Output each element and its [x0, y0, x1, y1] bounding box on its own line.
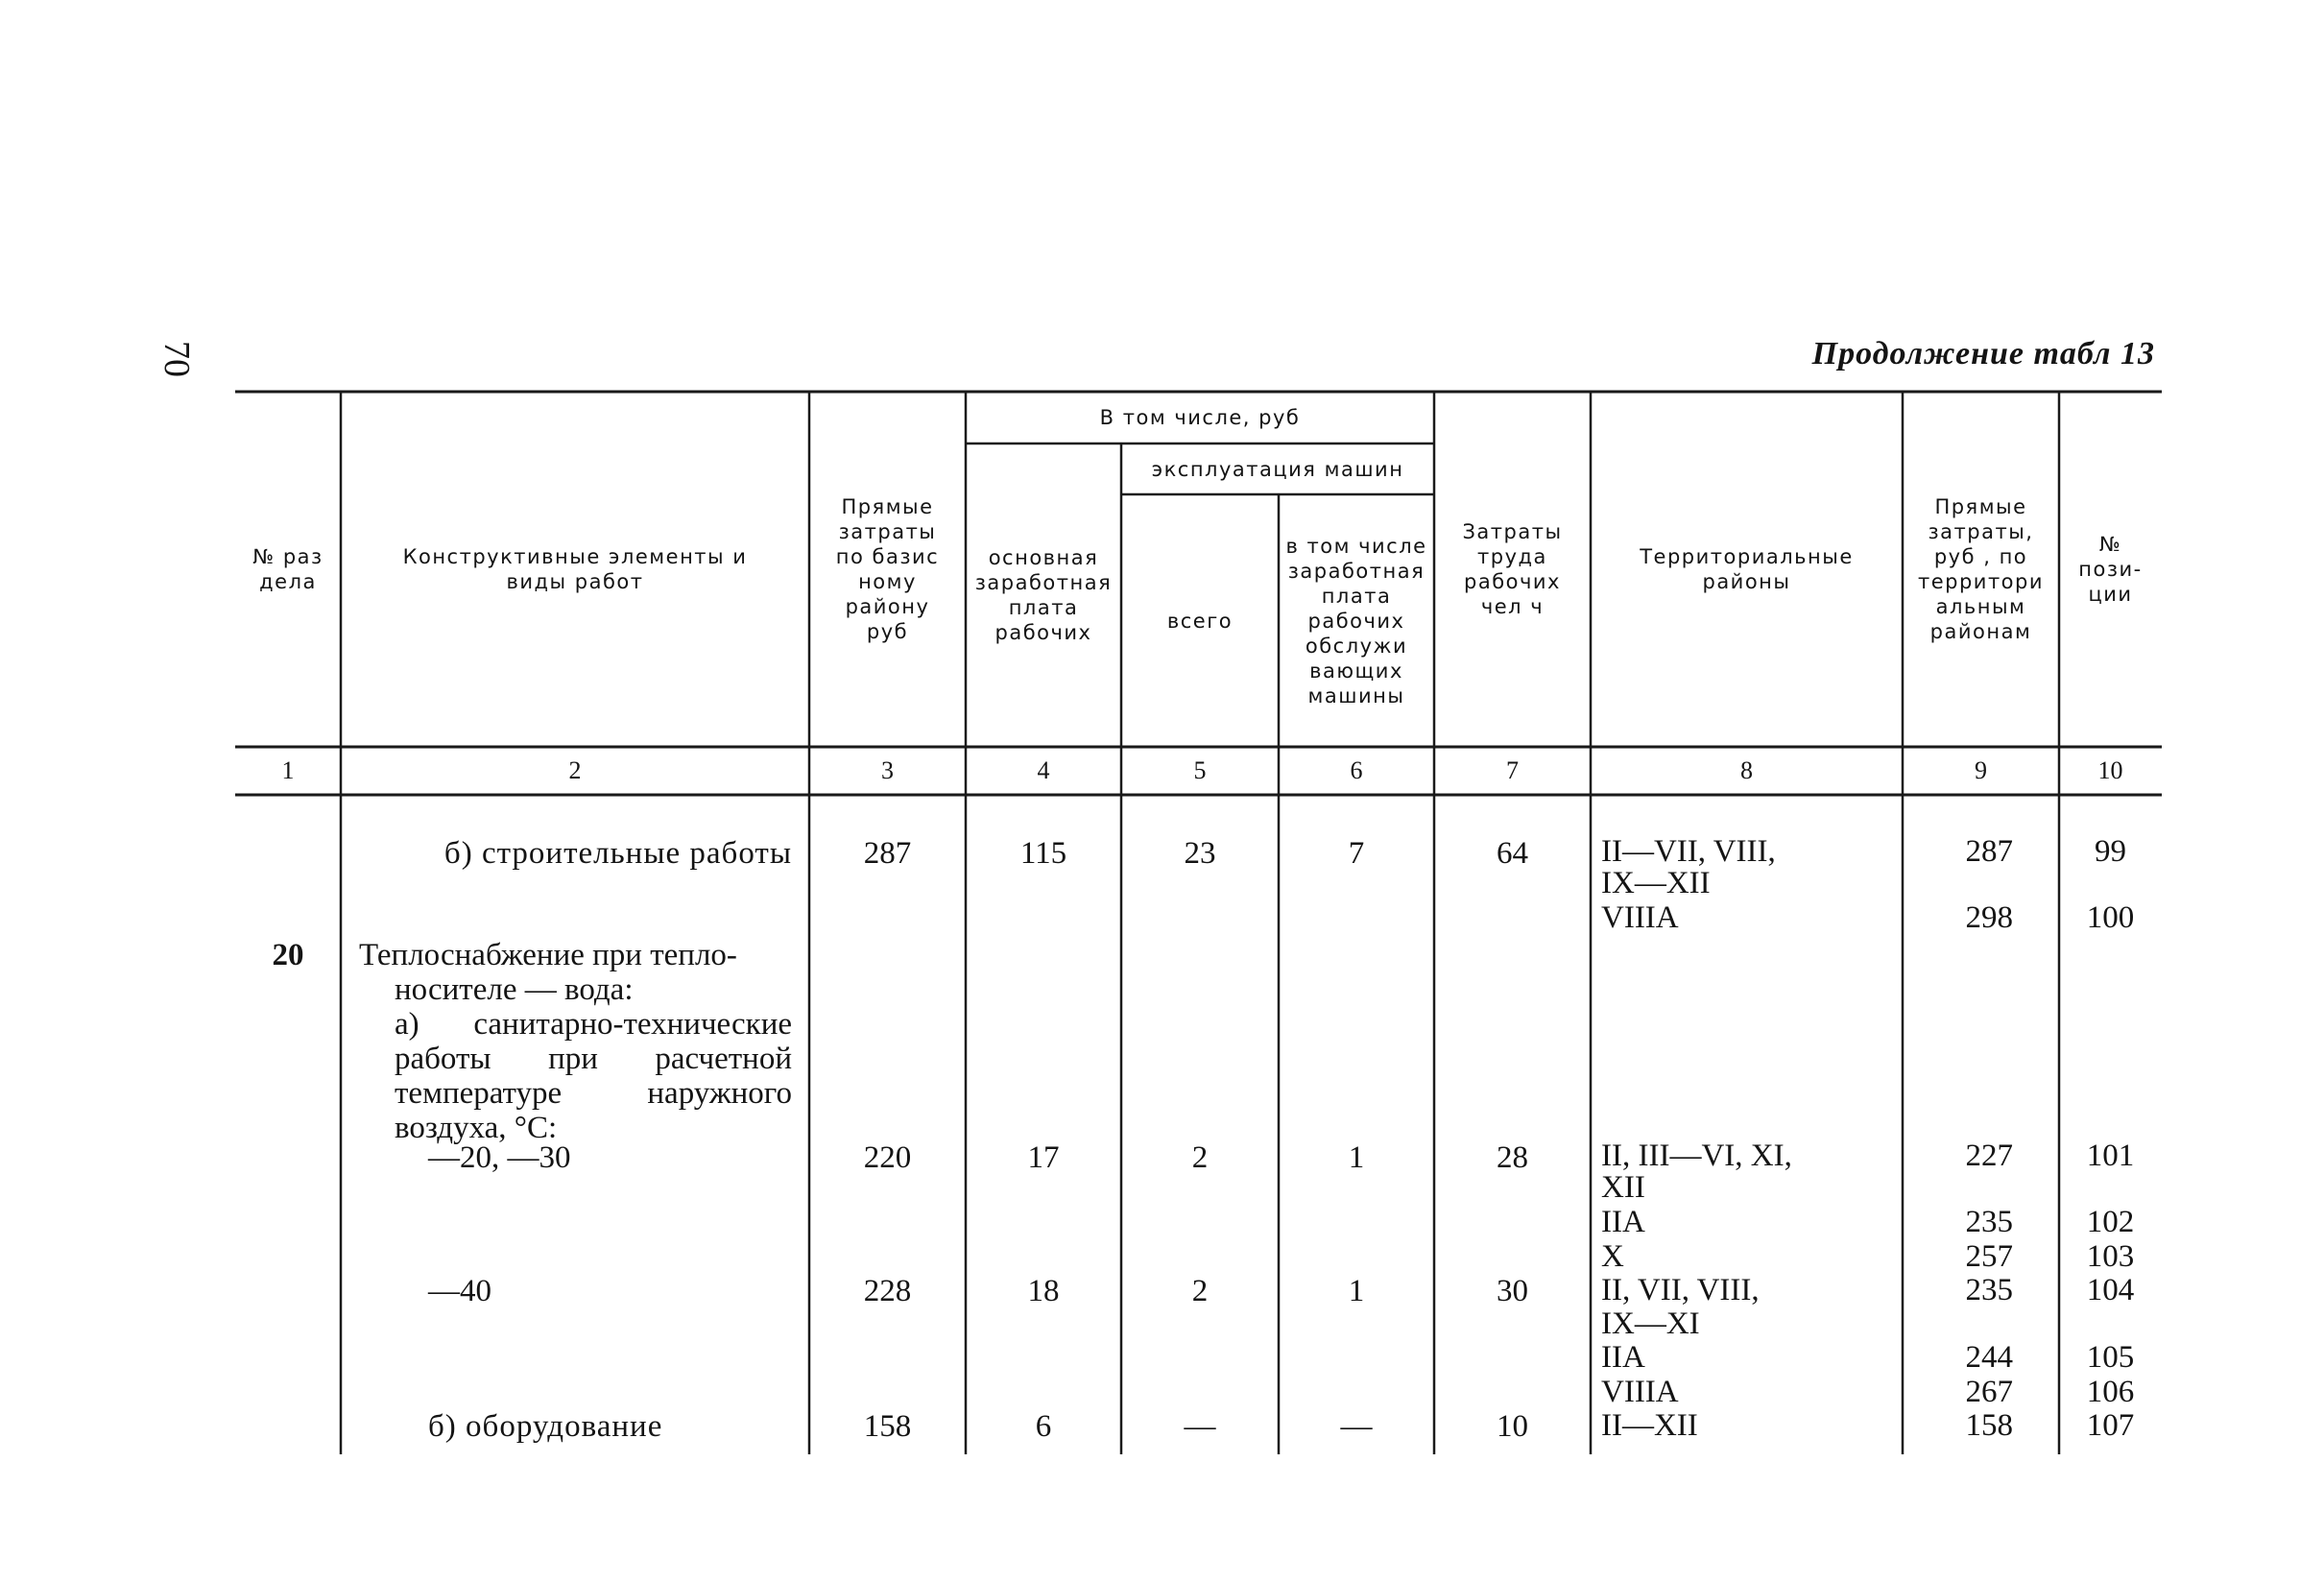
territorial-region: II—VII, VIII,	[1601, 834, 1776, 869]
position-number: 99	[2095, 834, 2126, 869]
position-number: 100	[2086, 900, 2135, 935]
machines-total-value: 2	[1191, 1140, 1209, 1175]
region-direct-cost: 257	[1965, 1239, 2013, 1274]
region-direct-cost: 244	[1965, 1340, 2013, 1375]
base-wages-value: 6	[1035, 1409, 1052, 1444]
territorial-region: IX—XII	[1601, 866, 1711, 900]
column-number: 2	[568, 756, 582, 784]
operator-wages-value: 1	[1348, 1140, 1365, 1175]
page-number: 70	[156, 341, 197, 377]
position-number: 104	[2086, 1273, 2135, 1307]
header-machines-total: всего	[1166, 609, 1234, 633]
base-wages-value: 18	[1027, 1274, 1060, 1308]
section-number: 20	[272, 938, 304, 972]
work-type-name: —40	[428, 1274, 491, 1308]
region-direct-cost: 235	[1965, 1205, 2013, 1239]
territorial-region: X	[1601, 1239, 1624, 1274]
operator-wages-value: —	[1340, 1409, 1373, 1444]
territorial-region: II, VII, VIII,	[1601, 1273, 1760, 1307]
section-title: Теплоснабжение при тепло-	[359, 938, 737, 972]
header-direct-costs-regions: Прямые затраты, руб , по территори альным районам	[1917, 495, 2045, 643]
header-direct-costs-base: Прямые затраты по базис ному району руб	[835, 495, 940, 643]
labor-cost-value: 10	[1497, 1409, 1528, 1444]
labor-cost-value: 28	[1497, 1140, 1528, 1175]
column-number: 8	[1740, 756, 1753, 784]
region-direct-cost: 298	[1965, 900, 2013, 935]
machines-total-value: —	[1184, 1409, 1216, 1444]
column-number: 9	[1975, 756, 1987, 784]
machines-total-value: 2	[1191, 1274, 1209, 1308]
direct-cost-base: 228	[863, 1274, 912, 1308]
header-machine-operator-wages: в том числе заработная плата рабочих обслужи вающих машины	[1285, 534, 1427, 707]
territorial-region: XII	[1601, 1170, 1645, 1205]
column-number: 3	[881, 756, 894, 784]
header-including-group: В том числе, руб	[1099, 406, 1301, 429]
position-number: 105	[2086, 1340, 2135, 1375]
header-section-number: № раз дела	[252, 545, 323, 593]
operator-wages-value: 1	[1348, 1274, 1365, 1308]
column-number: 10	[2097, 756, 2123, 784]
labor-cost-value: 30	[1497, 1274, 1528, 1308]
territorial-region: IX—XI	[1601, 1306, 1700, 1341]
base-wages-value: 115	[1019, 836, 1067, 871]
region-direct-cost: 267	[1965, 1375, 2013, 1409]
position-number: 102	[2086, 1205, 2135, 1239]
header-machine-operation-group: эксплуатация машин	[1151, 457, 1404, 481]
territorial-region: IIA	[1601, 1340, 1645, 1375]
position-number: 107	[2086, 1408, 2135, 1443]
table-caption: Продолжение табл 13	[1811, 336, 2155, 372]
header-work-types: Конструктивные элементы и виды работ	[402, 545, 748, 593]
labor-cost-value: 64	[1497, 836, 1528, 871]
machines-total-value: 23	[1184, 836, 1216, 871]
work-type-name: б) строительные работы	[443, 836, 792, 871]
territorial-region: II, III—VI, XI,	[1601, 1139, 1792, 1173]
column-number: 6	[1350, 756, 1363, 784]
direct-cost-base: 287	[863, 836, 912, 871]
position-number: 103	[2086, 1239, 2135, 1274]
column-number: 5	[1193, 756, 1207, 784]
territorial-region: VIIIA	[1601, 900, 1679, 935]
section-subtitle: а) санитарно-технические работы при расчетной температуре наружного воздуха, °C:	[395, 1007, 792, 1145]
region-direct-cost: 287	[1965, 834, 2013, 869]
position-number: 106	[2086, 1375, 2135, 1409]
direct-cost-base: 158	[863, 1409, 912, 1444]
region-direct-cost: 227	[1965, 1139, 2013, 1173]
work-type-name: б) оборудование	[428, 1409, 663, 1444]
direct-cost-base: 220	[863, 1140, 912, 1175]
column-number: 7	[1506, 756, 1519, 784]
position-number: 101	[2086, 1139, 2135, 1173]
region-direct-cost: 158	[1965, 1408, 2013, 1443]
territorial-region: VIIIA	[1601, 1375, 1679, 1409]
header-territorial-regions: Территориальные районы	[1640, 545, 1854, 593]
section-title: носителе — вода:	[395, 972, 634, 1007]
work-type-name: —20, —30	[428, 1140, 571, 1175]
header-base-wages: основная заработная плата рабочих	[974, 546, 1113, 644]
header-labor-costs: Затраты труда рабочих чел ч	[1462, 520, 1563, 618]
operator-wages-value: 7	[1348, 836, 1365, 871]
header-position-number: № пози- ции	[2078, 533, 2143, 606]
column-number: 4	[1037, 756, 1050, 784]
territorial-region: II—XII	[1601, 1408, 1698, 1443]
base-wages-value: 17	[1027, 1140, 1060, 1175]
territorial-region: IIA	[1601, 1205, 1645, 1239]
column-number: 1	[281, 756, 295, 784]
region-direct-cost: 235	[1965, 1273, 2013, 1307]
